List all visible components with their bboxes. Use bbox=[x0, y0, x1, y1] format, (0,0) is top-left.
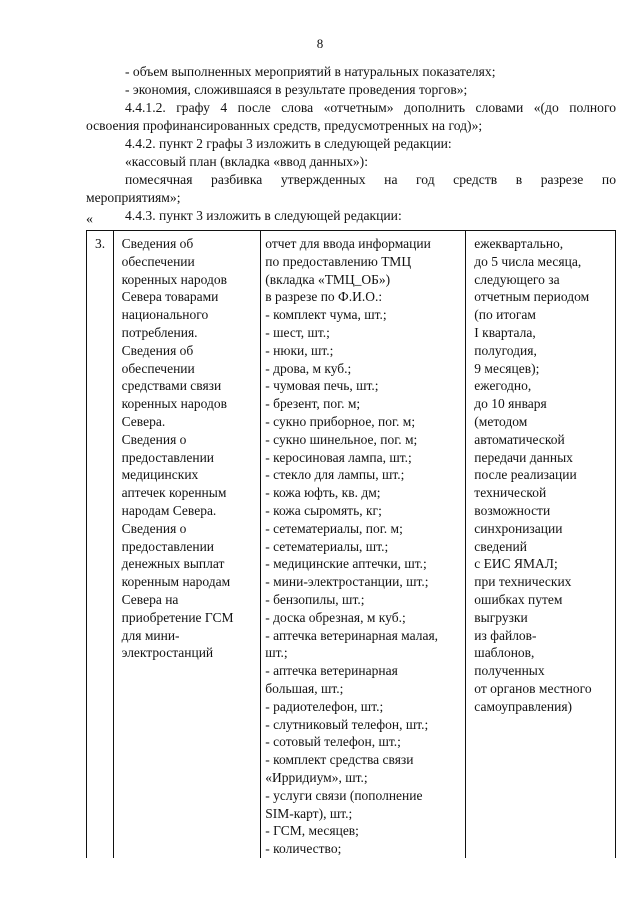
report-form-line: - брезент, пог. м; bbox=[265, 396, 361, 412]
intro-line-6: «кассовый план (вкладка «ввод данных»): bbox=[125, 154, 368, 169]
deadline-line: самоуправления) bbox=[474, 698, 573, 714]
information-name-line: медицинских bbox=[121, 467, 199, 483]
information-name-cell bbox=[113, 231, 261, 858]
information-name-line: потребления. bbox=[121, 324, 198, 340]
information-name-line: коренным народам bbox=[121, 574, 231, 590]
amendment-table bbox=[86, 230, 616, 858]
information-name-line: Севера на bbox=[121, 591, 179, 607]
intro-line-2: - экономия, сложившаяся в результате проведения торгов»; bbox=[125, 82, 468, 97]
report-form-line: - доска обрезная, м куб.; bbox=[265, 609, 406, 625]
report-form-line: отчет для ввода информации bbox=[265, 236, 431, 251]
deadline-line: ошибках путем bbox=[474, 591, 563, 607]
deadline-line: из файлов- bbox=[474, 627, 537, 643]
information-name-line: Севера. bbox=[121, 413, 166, 429]
report-form-line: - радиотелефон, шт.; bbox=[265, 698, 384, 714]
report-form-line: - количество; bbox=[265, 841, 342, 857]
report-form-line: - сукно шинельное, пог. м; bbox=[265, 431, 418, 447]
deadline-line: отчетным периодом bbox=[474, 289, 590, 305]
table-row bbox=[87, 231, 616, 858]
deadline-line: до 5 числа месяца, bbox=[474, 253, 582, 269]
report-form-line: - сетематериалы, шт.; bbox=[265, 538, 389, 554]
report-form-line: по предоставлению ТМЦ bbox=[265, 253, 412, 269]
deadline-line: полученных bbox=[474, 663, 545, 679]
intro-line-3: 4.4.1.2. графу 4 после слова «отчетным» дополнить словами «(до полного bbox=[125, 100, 616, 115]
deadline-line: передачи данных bbox=[474, 449, 573, 465]
intro-line-8: мероприятиям»; bbox=[86, 190, 181, 205]
row-number-cell bbox=[87, 231, 114, 858]
report-form-line: - аптечка ветеринарная малая, bbox=[265, 627, 439, 643]
report-form-line: - керосиновая лампа, шт.; bbox=[265, 449, 412, 465]
report-form-line: - комплект чума, шт.; bbox=[265, 307, 387, 323]
information-name-line: Сведения об bbox=[121, 236, 194, 251]
deadline-line: при технических bbox=[474, 574, 572, 590]
report-form-line: - ГСМ, месяцев; bbox=[265, 823, 359, 839]
report-form-line: - кожа сыромять, кг; bbox=[265, 502, 382, 518]
report-form-line: - аптечка ветеринарная bbox=[265, 663, 398, 679]
report-form-line: - услуги связи (пополнение bbox=[265, 787, 423, 803]
deadline-line: сведений bbox=[474, 538, 527, 554]
information-name-line: Сведения о bbox=[121, 520, 187, 536]
information-name-line: предоставлении bbox=[121, 449, 215, 465]
deadline-line: ежеквартально, bbox=[474, 236, 564, 251]
information-name-line: для мини- bbox=[121, 627, 180, 643]
report-form-cell bbox=[261, 231, 466, 858]
information-name-line: коренных народов bbox=[121, 271, 227, 287]
information-name-line: денежных выплат bbox=[121, 556, 225, 572]
report-form-line: - сотовый телефон, шт.; bbox=[265, 734, 401, 750]
report-form-line: - кожа юфть, кв. дм; bbox=[265, 485, 381, 501]
deadline-line: технической bbox=[474, 485, 547, 501]
intro-line-5: 4.4.2. пункт 2 графы 3 изложить в следующей редакции: bbox=[125, 136, 452, 151]
information-name-line: Севера товарами bbox=[121, 289, 219, 305]
report-form-line: - чумовая печь, шт.; bbox=[265, 378, 379, 394]
information-name-line: Сведения об bbox=[121, 342, 194, 358]
information-name-line: обеспечении bbox=[121, 253, 195, 269]
intro-line-7: помесячная разбивка утвержденных на год средств в разрезе по bbox=[125, 172, 616, 187]
deadline-line: с ЕИС ЯМАЛ; bbox=[474, 556, 558, 572]
report-form-line: - сукно приборное, пог. м; bbox=[265, 413, 416, 429]
deadline-line: автоматической bbox=[474, 431, 565, 447]
report-form-line: - мини-электростанции, шт.; bbox=[265, 574, 429, 590]
report-form-line: - шест, шт.; bbox=[265, 324, 330, 340]
deadline-line: выгрузки bbox=[474, 609, 528, 625]
report-form-line: - бензопилы, шт.; bbox=[265, 591, 365, 607]
information-name-line: коренных народов bbox=[121, 396, 227, 412]
report-form-line: - комплект средства связи bbox=[265, 752, 414, 768]
deadline-line: ежегодно, bbox=[474, 378, 532, 394]
opening-quote: « bbox=[86, 212, 93, 227]
deadline-line: полугодия, bbox=[474, 342, 537, 358]
information-name-line: аптечек коренным bbox=[121, 485, 227, 501]
report-form-line: в разрезе по Ф.И.О.: bbox=[265, 289, 383, 305]
report-form-line: - дрова, м куб.; bbox=[265, 360, 352, 376]
report-form-line: - медицинские аптечки, шт.; bbox=[265, 556, 427, 572]
deadline-line: следующего за bbox=[474, 271, 560, 287]
deadline-line: синхронизации bbox=[474, 520, 563, 536]
deadline-cell bbox=[466, 231, 616, 858]
report-form-line: шт.; bbox=[265, 645, 288, 661]
report-form-line: - слутниковый телефон, шт.; bbox=[265, 716, 429, 732]
intro-line-9: 4.4.3. пункт 3 изложить в следующей редакции: bbox=[125, 208, 402, 223]
report-form-line: большая, шт.; bbox=[265, 680, 344, 696]
deadline-line: до 10 января bbox=[474, 396, 547, 412]
information-name-line: обеспечении bbox=[121, 360, 195, 376]
information-name-line: Сведения о bbox=[121, 431, 187, 447]
information-name-line: приобретение ГСМ bbox=[121, 609, 234, 625]
deadline-line: 9 месяцев); bbox=[474, 360, 540, 376]
information-name-line: электростанций bbox=[121, 645, 214, 661]
row-number: 3. bbox=[95, 236, 106, 251]
deadline-line: от органов местного bbox=[474, 680, 592, 696]
intro-line-1: - объем выполненных мероприятий в натуральных показателях; bbox=[125, 64, 496, 79]
report-form-line: «Ирридиум», шт.; bbox=[265, 769, 368, 785]
report-form-line: - сетематериалы, пог. м; bbox=[265, 520, 403, 536]
report-form-line: SIM-карт), шт.; bbox=[265, 805, 353, 821]
deadline-line: шаблонов, bbox=[474, 645, 535, 661]
deadline-line: I квартала, bbox=[474, 324, 536, 340]
report-form-line: (вкладка «ТМЦ_ОБ») bbox=[265, 271, 391, 287]
deadline-line: после реализации bbox=[474, 467, 577, 483]
report-form-line: - нюки, шт.; bbox=[265, 342, 334, 358]
information-name-line: средствами связи bbox=[121, 378, 222, 394]
deadline-line: (методом bbox=[474, 413, 528, 429]
information-name-line: национального bbox=[121, 307, 209, 323]
page-number: 8 bbox=[316, 36, 324, 51]
deadline-line: (по итогам bbox=[474, 307, 536, 323]
information-name-line: предоставлении bbox=[121, 538, 215, 554]
deadline-line: возможности bbox=[474, 502, 551, 518]
information-name-line: народам Севера. bbox=[121, 502, 217, 518]
report-form-line: - стекло для лампы, шт.; bbox=[265, 467, 405, 483]
intro-line-4: освоения профинансированных средств, предусмотренных на год)»; bbox=[86, 118, 483, 133]
